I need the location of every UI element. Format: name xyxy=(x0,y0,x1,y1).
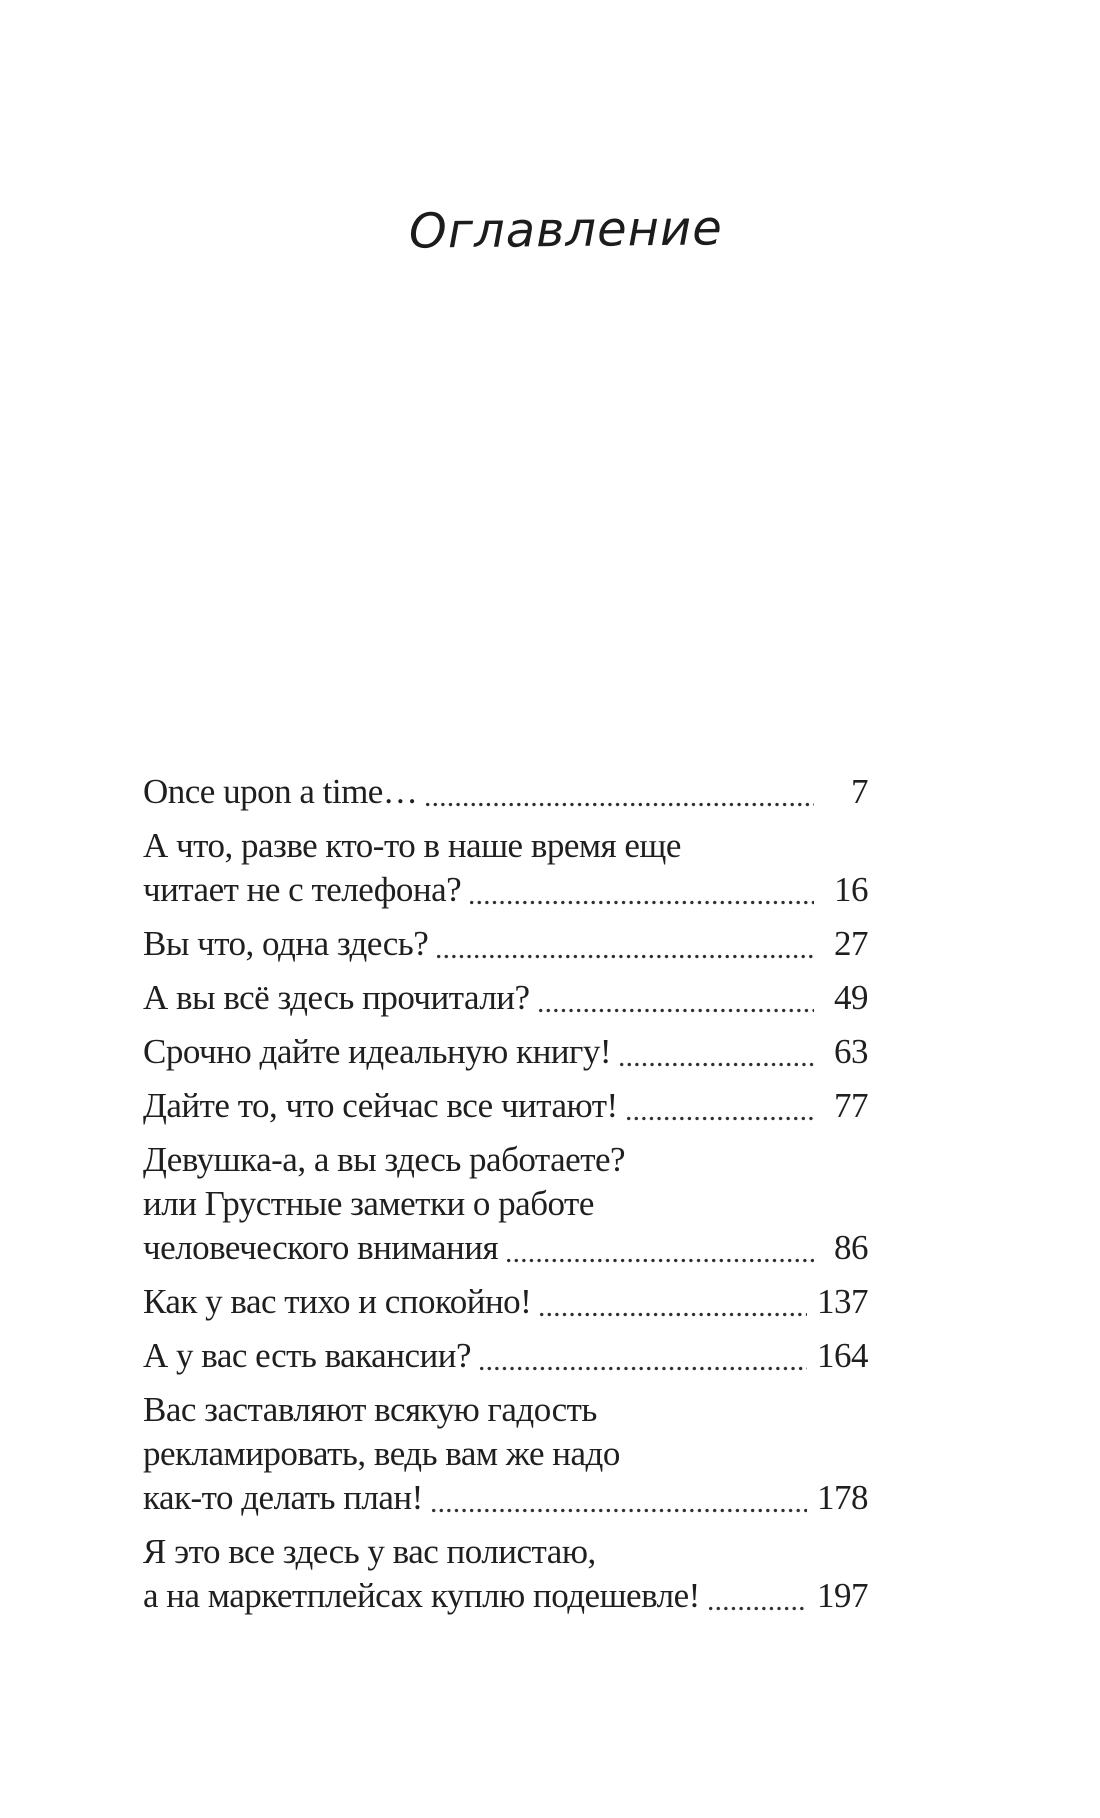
toc-entry xyxy=(143,1530,868,1618)
toc-line xyxy=(143,1138,868,1182)
dot-leader xyxy=(437,954,814,959)
chapter-title-text: Срочно дайте идеальную книгу! xyxy=(143,1032,612,1071)
chapter-page-number: 86 xyxy=(834,1228,868,1267)
chapter-title-text: Once upon a time… xyxy=(143,772,418,811)
dot-leader xyxy=(470,900,814,905)
toc-entry xyxy=(143,1388,868,1520)
chapter-title-text: человеческого внимания xyxy=(143,1228,499,1267)
toc-list xyxy=(143,770,868,1618)
toc-entry xyxy=(143,1084,868,1128)
toc-entry xyxy=(143,1334,868,1378)
chapter-title-text: А что, разве кто-то в наше время еще xyxy=(143,826,681,865)
chapter-title-text: Вас заставляют всякую гадость xyxy=(143,1390,597,1429)
toc-entry xyxy=(143,976,868,1020)
toc-line-with-page xyxy=(143,976,868,1020)
chapter-page-number: 164 xyxy=(817,1336,868,1375)
toc-line-with-page xyxy=(143,1084,868,1128)
toc-entry xyxy=(143,824,868,912)
dot-leader xyxy=(540,1312,807,1317)
chapter-title-text: А вы всё здесь прочитали? xyxy=(143,978,530,1017)
chapter-page-number: 77 xyxy=(834,1086,868,1125)
chapter-title-text: Дайте то, что сейчас все читают! xyxy=(143,1086,618,1125)
dot-leader xyxy=(627,1116,814,1121)
dot-leader xyxy=(432,1508,807,1513)
chapter-page-number: 16 xyxy=(834,870,868,909)
toc-line-with-page xyxy=(143,922,868,966)
toc-line-with-page xyxy=(143,1334,868,1378)
page-title-text: Оглавление xyxy=(408,200,724,260)
chapter-page-number: 7 xyxy=(851,772,868,811)
dot-leader xyxy=(507,1258,814,1263)
chapter-title-text: Вы что, одна здесь? xyxy=(143,924,429,963)
toc-line-with-page xyxy=(143,1574,868,1618)
toc-entry xyxy=(143,1280,868,1324)
chapter-title-text: как-то делать план! xyxy=(143,1478,423,1517)
toc-entry xyxy=(143,770,868,814)
dot-leader xyxy=(620,1062,814,1067)
chapter-page-number: 197 xyxy=(817,1576,868,1615)
toc-line-with-page xyxy=(143,1476,868,1520)
toc-entry xyxy=(143,1030,868,1074)
toc-line xyxy=(143,824,868,868)
toc-line-with-page xyxy=(143,1226,868,1270)
toc-line-with-page xyxy=(143,770,868,814)
chapter-page-number: 178 xyxy=(817,1478,868,1517)
chapter-title-text: А у вас есть вакансии? xyxy=(143,1336,471,1375)
chapter-title-text: Как у вас тихо и спокойно! xyxy=(143,1282,532,1321)
toc-entry xyxy=(143,922,868,966)
chapter-page-number: 63 xyxy=(834,1032,868,1071)
toc-line-with-page xyxy=(143,868,868,912)
chapter-title-text: Я это все здесь у вас полистаю, xyxy=(143,1532,596,1571)
toc-line xyxy=(143,1388,868,1432)
dot-leader xyxy=(426,802,814,807)
dot-leader xyxy=(539,1008,814,1013)
chapter-title-text: рекламировать, ведь вам же надо xyxy=(143,1434,620,1473)
chapter-title-text: а на маркетплейсах куплю подешевле! xyxy=(143,1576,700,1615)
dot-leader xyxy=(480,1366,807,1371)
chapter-title-text: или Грустные заметки о работе xyxy=(143,1184,594,1223)
toc-line-with-page xyxy=(143,1030,868,1074)
page-title xyxy=(0,202,1100,258)
chapter-title-text: читает не с телефона? xyxy=(143,870,462,909)
chapter-page-number: 49 xyxy=(834,978,868,1017)
toc-line xyxy=(143,1182,868,1226)
toc-line xyxy=(143,1530,868,1574)
toc-line xyxy=(143,1432,868,1476)
toc-entry xyxy=(143,1138,868,1270)
chapter-page-number: 27 xyxy=(834,924,868,963)
toc-line-with-page xyxy=(143,1280,868,1324)
dot-leader xyxy=(709,1606,807,1611)
chapter-page-number: 137 xyxy=(817,1282,868,1321)
chapter-title-text: Девушка-а, а вы здесь работаете? xyxy=(143,1140,626,1179)
